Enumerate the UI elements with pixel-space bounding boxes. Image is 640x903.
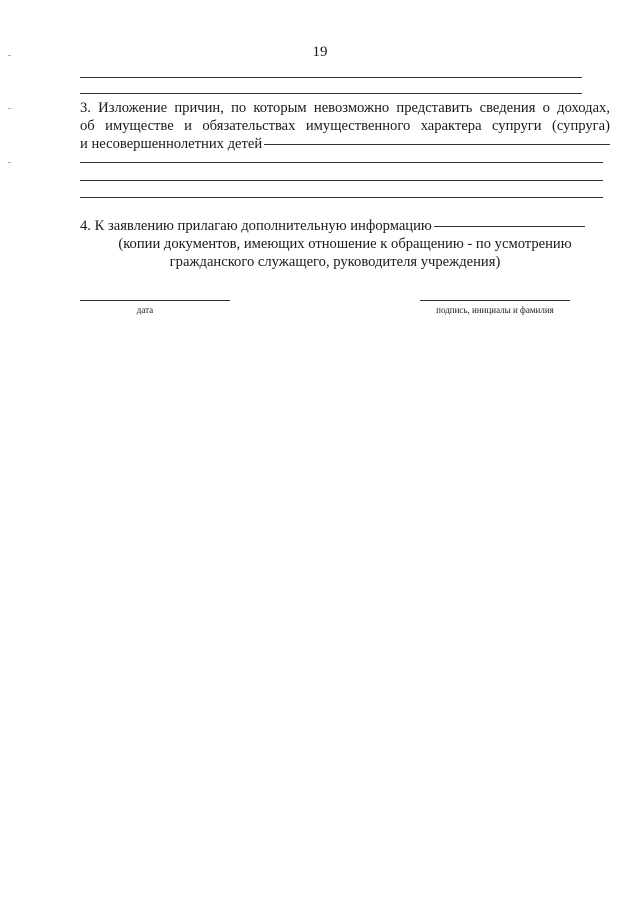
section-3-line-3-text: и несовершеннолетних детей bbox=[80, 136, 263, 152]
section-3-line-1: 3. Изложение причин, по которым невозможно представить сведения о доходах, bbox=[80, 100, 610, 116]
blank-line bbox=[80, 77, 582, 78]
blank-line bbox=[80, 180, 603, 181]
signature-label: подпись, инициалы и фамилия bbox=[436, 305, 554, 315]
scan-mark bbox=[8, 162, 11, 163]
section-3-line-2: об имуществе и обязательствах имущественного характера супруги (супруга) bbox=[80, 118, 610, 134]
section-4-line-1-text: 4. К заявлению прилагаю дополнительную информацию bbox=[80, 218, 432, 234]
date-label: дата bbox=[136, 305, 154, 315]
scan-mark bbox=[8, 108, 11, 109]
section-3-line-3 bbox=[80, 135, 610, 153]
blank-fill bbox=[264, 144, 610, 145]
page-number: 19 bbox=[312, 44, 328, 60]
date-line bbox=[80, 300, 230, 301]
section-4-line-1 bbox=[80, 217, 585, 235]
section-4-hint-line-2: гражданского служащего, руководителя учреждения) bbox=[169, 254, 501, 270]
blank-line bbox=[80, 93, 582, 94]
blank-line bbox=[80, 162, 603, 163]
blank-fill bbox=[434, 226, 585, 227]
signature-line bbox=[420, 300, 570, 301]
scan-mark bbox=[8, 55, 11, 56]
section-4-hint-line-1: (копии документов, имеющих отношение к обращению - по усмотрению bbox=[118, 236, 572, 252]
blank-line bbox=[80, 197, 603, 198]
